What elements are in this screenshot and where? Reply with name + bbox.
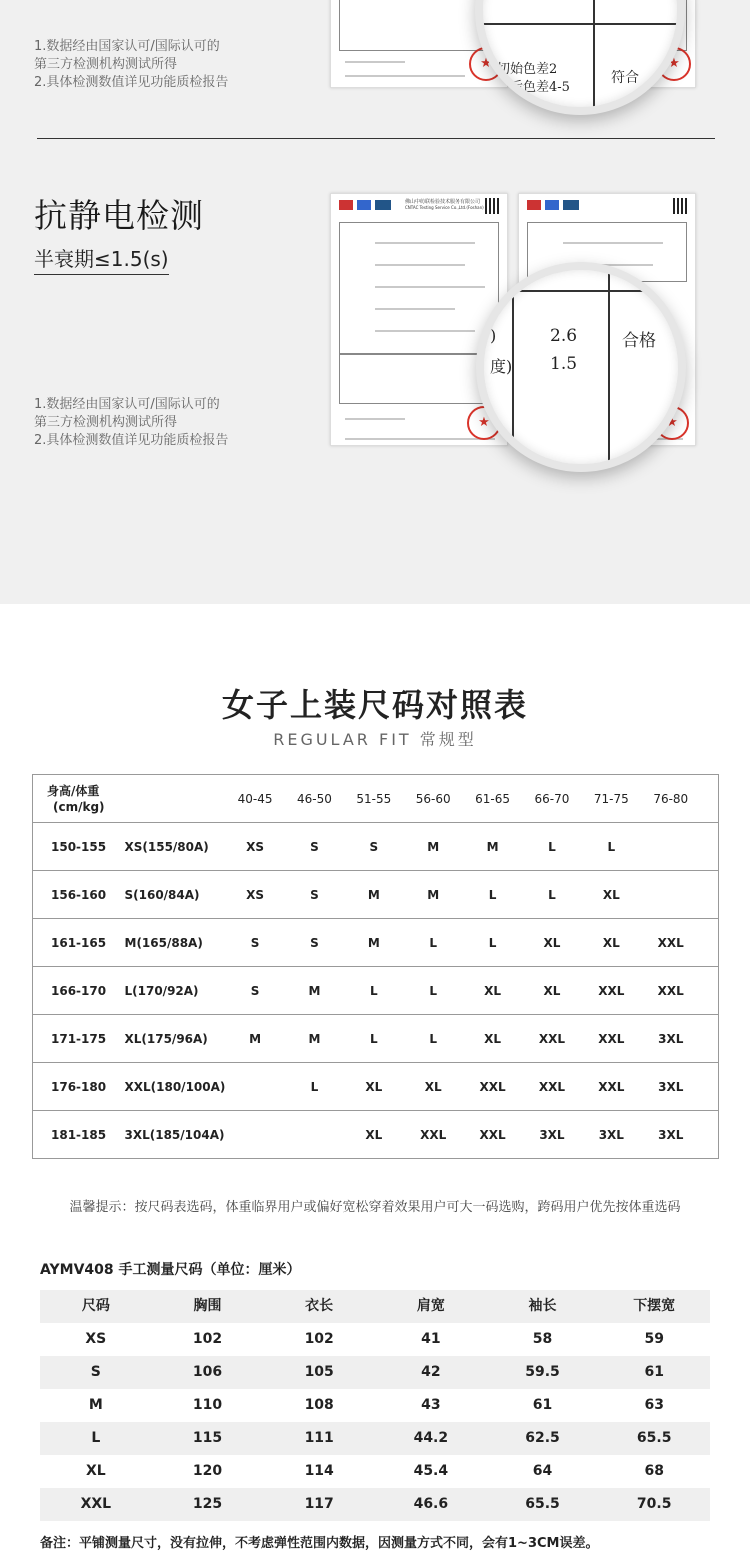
measure-cell: 65.5 xyxy=(525,1496,560,1512)
size-chart-subtitle: REGULAR FIT 常规型 xyxy=(273,730,477,749)
size-value-cell: XXL xyxy=(582,967,641,1015)
height-cell: 166-170 xyxy=(33,967,125,1015)
height-cell: 176-180 xyxy=(33,1063,125,1111)
qr-code xyxy=(485,198,501,214)
table-row xyxy=(33,1015,719,1063)
size-cell: S(160/84A) xyxy=(125,871,226,919)
weight-header: 76-80 xyxy=(641,775,700,823)
measure-cell: 68 xyxy=(644,1463,664,1479)
header-blank xyxy=(125,775,226,823)
size-tip: 温馨提示：按尺码表选码，体重临界用户或偏好宽松穿着效果用户可大一码选购，跨码用户优先按体重选码 xyxy=(69,1200,681,1215)
note-line: 1.数据经由国家认可/国际认可的 xyxy=(34,397,220,412)
section-divider xyxy=(37,138,715,139)
size-value-cell: 3XL xyxy=(522,1111,581,1159)
header-label-line: 身高/体重 xyxy=(47,783,100,798)
magnifier-text: 2.6 xyxy=(550,326,578,346)
table-row xyxy=(33,919,719,967)
size-value-cell: L xyxy=(522,871,581,919)
magnifier-text: 次后色差4-5 xyxy=(497,80,570,95)
measure-cell: 102 xyxy=(304,1331,334,1347)
measure-row xyxy=(40,1356,710,1389)
measure-row xyxy=(40,1455,710,1488)
measure-row xyxy=(40,1422,710,1455)
measure-cell: 70.5 xyxy=(636,1496,672,1512)
size-value-cell: XL xyxy=(522,919,581,967)
size-cell: 3XL(185/104A) xyxy=(125,1111,226,1159)
cert-logo xyxy=(357,200,371,210)
size-value-cell: XL xyxy=(582,871,641,919)
header-label-line: (cm/kg) xyxy=(53,799,105,814)
size-chart-title: 女子上装尺码对照表 xyxy=(221,686,528,724)
size-value-cell: 3XL xyxy=(641,1111,700,1159)
size-value-cell xyxy=(641,871,700,919)
measure-cell: 125 xyxy=(192,1496,223,1512)
measure-cell: 45.4 xyxy=(413,1463,449,1479)
size-value-cell: L xyxy=(344,967,403,1015)
size-chart-table xyxy=(32,774,719,1159)
size-value-cell: M xyxy=(344,871,403,919)
measure-cell: 117 xyxy=(304,1496,334,1512)
size-value-cell: M xyxy=(225,1015,284,1063)
size-value-cell: 3XL xyxy=(582,1111,641,1159)
size-value-cell: 3XL xyxy=(641,1063,700,1111)
size-value-cell: M xyxy=(404,871,463,919)
height-cell: 156-160 xyxy=(33,871,125,919)
height-cell: 150-155 xyxy=(33,823,125,871)
report-section xyxy=(0,0,750,604)
size-value-cell: L xyxy=(404,919,463,967)
measure-cell: L xyxy=(91,1430,101,1446)
magnifier-text: 合格 xyxy=(622,331,656,351)
report-notes-2 xyxy=(34,396,228,450)
measure-cell: XS xyxy=(85,1331,107,1347)
note-line: 第三方检测机构测试所得 xyxy=(34,415,178,430)
measure-cell: 46.6 xyxy=(413,1496,449,1512)
measure-header-row xyxy=(40,1290,710,1323)
size-value-cell: L xyxy=(344,1015,403,1063)
size-value-cell: S xyxy=(344,823,403,871)
table-header-row xyxy=(33,775,719,823)
size-value-cell: XXL xyxy=(641,967,700,1015)
cert-org-name-en: CNTAC Testing Service Co.,Ltd.(Foshan) xyxy=(405,205,484,210)
size-value-cell: XL xyxy=(344,1063,403,1111)
size-value-cell: L xyxy=(522,823,581,871)
measure-row xyxy=(40,1323,710,1356)
size-value-cell: XXL xyxy=(582,1063,641,1111)
weight-header: 61-65 xyxy=(463,775,522,823)
measure-cell: 41 xyxy=(421,1331,441,1347)
size-value-cell: XXL xyxy=(522,1015,581,1063)
header-label xyxy=(33,775,125,823)
cert-logo xyxy=(545,200,559,210)
size-cell: L(170/92A) xyxy=(125,967,226,1015)
size-cell: XS(155/80A) xyxy=(125,823,226,871)
measure-cell: M xyxy=(88,1397,103,1413)
measure-row xyxy=(40,1389,710,1422)
measure-cell: 115 xyxy=(192,1430,223,1446)
size-cell: XL(175/96A) xyxy=(125,1015,226,1063)
measure-cell: 59 xyxy=(644,1331,664,1347)
weight-header: 40-45 xyxy=(225,775,284,823)
measure-cell: 42 xyxy=(421,1364,441,1380)
magnifier-lens xyxy=(475,0,685,115)
size-value-cell xyxy=(225,1063,284,1111)
report-notes-1 xyxy=(34,38,228,92)
size-value-cell xyxy=(225,1111,284,1159)
size-value-cell: L xyxy=(463,919,522,967)
size-value-cell: XL xyxy=(344,1111,403,1159)
size-value-cell: L xyxy=(582,823,641,871)
size-value-cell: M xyxy=(344,919,403,967)
height-cell: 171-175 xyxy=(33,1015,125,1063)
size-value-cell: S xyxy=(285,919,344,967)
size-value-cell: S xyxy=(225,967,284,1015)
measure-header-cell: 下摆宽 xyxy=(633,1298,676,1314)
header-pad xyxy=(701,775,719,823)
size-value-cell: XXL xyxy=(582,1015,641,1063)
measure-header-cell: 肩宽 xyxy=(416,1298,445,1314)
size-value-cell: XXL xyxy=(404,1111,463,1159)
size-value-cell: XL xyxy=(404,1063,463,1111)
note-line: 2.具体检测数值详见功能质检报告 xyxy=(34,75,229,90)
measure-cell: 64 xyxy=(532,1463,553,1479)
height-cell: 161-165 xyxy=(33,919,125,967)
measure-row xyxy=(40,1488,710,1521)
measure-cell: 63 xyxy=(644,1397,664,1413)
size-value-cell: M xyxy=(404,823,463,871)
measure-cell: 105 xyxy=(304,1364,334,1380)
weight-header: 51-55 xyxy=(344,775,403,823)
weight-header: 66-70 xyxy=(522,775,581,823)
weight-header: 71-75 xyxy=(582,775,641,823)
note-line: 2.具体检测数值详见功能质检报告 xyxy=(34,433,229,448)
table-row xyxy=(33,1111,719,1159)
size-value-cell xyxy=(641,823,700,871)
measure-header-cell: 袖长 xyxy=(528,1298,557,1314)
size-value-cell: M xyxy=(463,823,522,871)
size-value-cell: M xyxy=(285,967,344,1015)
size-value-cell: XXL xyxy=(463,1111,522,1159)
cert-logo xyxy=(339,200,353,210)
size-value-cell: S xyxy=(285,823,344,871)
size-cell: M(165/88A) xyxy=(125,919,226,967)
measure-cell: S xyxy=(90,1364,101,1380)
weight-header: 56-60 xyxy=(404,775,463,823)
section-subheading: 半衰期≤1.5(s) xyxy=(34,243,169,275)
measure-title: AYMV408 手工测量尺码（单位：厘米） xyxy=(40,1262,301,1278)
magnifier-lens xyxy=(476,262,686,472)
weight-header: 46-50 xyxy=(285,775,344,823)
magnifier-text: 切始色差2 xyxy=(497,62,558,77)
row-pad xyxy=(701,967,719,1015)
row-pad xyxy=(701,823,719,871)
certificate-image xyxy=(330,193,508,446)
size-value-cell: L xyxy=(404,1015,463,1063)
note-line: 第三方检测机构测试所得 xyxy=(34,57,178,72)
qr-code xyxy=(673,198,689,214)
measure-cell: 44.2 xyxy=(413,1430,449,1446)
row-pad xyxy=(701,1015,719,1063)
size-value-cell: XL xyxy=(463,1015,522,1063)
size-value-cell: L xyxy=(404,967,463,1015)
size-value-cell: L xyxy=(463,871,522,919)
row-pad xyxy=(701,1111,719,1159)
measure-header-cell: 尺码 xyxy=(81,1298,110,1314)
size-value-cell: 3XL xyxy=(641,1015,700,1063)
table-row xyxy=(33,871,719,919)
measure-header-cell: 胸围 xyxy=(193,1298,222,1314)
row-pad xyxy=(701,919,719,967)
table-row xyxy=(33,823,719,871)
height-cell: 181-185 xyxy=(33,1111,125,1159)
size-value-cell: S xyxy=(225,919,284,967)
measure-cell: 58 xyxy=(532,1331,553,1347)
measure-cell: XXL xyxy=(80,1496,112,1512)
cert-logo xyxy=(527,200,541,210)
measure-cell: 59.5 xyxy=(525,1364,560,1380)
measure-cell: 120 xyxy=(192,1463,223,1479)
size-value-cell: M xyxy=(285,1015,344,1063)
size-value-cell: XXL xyxy=(522,1063,581,1111)
row-pad xyxy=(701,871,719,919)
row-pad xyxy=(701,1063,719,1111)
size-value-cell: XL xyxy=(522,967,581,1015)
size-value-cell: XL xyxy=(582,919,641,967)
measure-cell: 108 xyxy=(304,1397,334,1413)
size-value-cell: XS xyxy=(225,823,284,871)
cert-logo xyxy=(563,200,579,210)
measure-cell: 62.5 xyxy=(525,1430,560,1446)
size-value-cell: XS xyxy=(225,871,284,919)
measure-footnote: 备注：平铺测量尺寸，没有拉伸，不考虑弹性范围内数据，因测量方式不同，会有1~3CM误差。 xyxy=(40,1536,599,1551)
cert-org-name: 佛山中纺联检验技术服务有限公司 xyxy=(405,199,481,205)
size-cell: XXL(180/100A) xyxy=(125,1063,226,1111)
measure-cell: 102 xyxy=(192,1331,223,1347)
measure-cell: 114 xyxy=(304,1463,334,1479)
section-heading: 抗静电检测 xyxy=(34,196,204,235)
note-line: 1.数据经由国家认可/国际认可的 xyxy=(34,39,220,54)
size-value-cell: S xyxy=(285,871,344,919)
size-value-cell: XL xyxy=(463,967,522,1015)
magnifier-text: ) xyxy=(490,326,497,345)
measure-cell: 43 xyxy=(421,1397,441,1413)
measure-cell: 61 xyxy=(644,1364,664,1380)
size-value-cell: XXL xyxy=(463,1063,522,1111)
size-value-cell: XXL xyxy=(641,919,700,967)
magnifier-text: 度) xyxy=(490,357,513,376)
table-row xyxy=(33,967,719,1015)
magnifier-text: 1.5 xyxy=(550,354,578,374)
measure-header-cell: 衣长 xyxy=(305,1298,334,1314)
measure-cell: 65.5 xyxy=(636,1430,672,1446)
measure-cell: 106 xyxy=(192,1364,223,1380)
measure-cell: XL xyxy=(85,1463,106,1479)
measure-cell: 110 xyxy=(192,1397,223,1413)
size-value-cell xyxy=(285,1111,344,1159)
size-value-cell: L xyxy=(285,1063,344,1111)
table-row xyxy=(33,1063,719,1111)
measure-cell: 111 xyxy=(304,1430,334,1446)
cert-logo xyxy=(375,200,391,210)
measure-cell: 61 xyxy=(532,1397,553,1413)
magnifier-text: 符合 xyxy=(611,70,639,86)
